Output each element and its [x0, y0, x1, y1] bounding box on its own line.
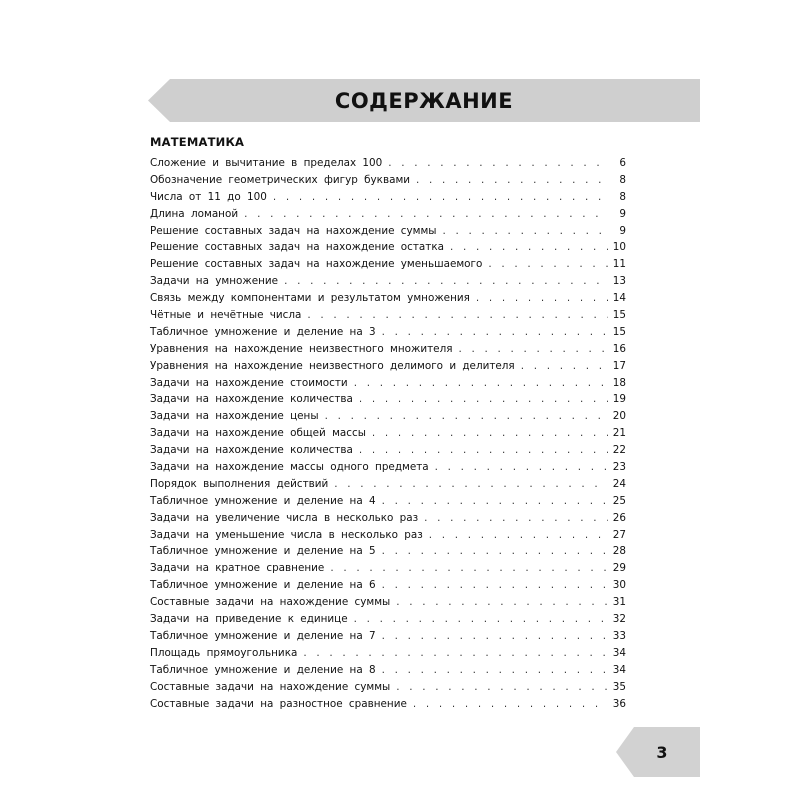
toc-entry[interactable] — [150, 425, 626, 442]
toc-entry-page: 30 — [612, 579, 626, 592]
toc-entry-title: Табличное умножение и деление на 5 — [150, 545, 376, 558]
toc-entry[interactable] — [150, 527, 626, 544]
toc-entry[interactable] — [150, 358, 626, 375]
toc-entry-title: Задачи на кратное сравнение — [150, 562, 325, 575]
toc-entry-page: 27 — [612, 528, 626, 541]
toc-entry-page: 17 — [612, 359, 626, 372]
dot-leader — [424, 510, 608, 527]
dot-leader — [382, 543, 608, 560]
toc-entry-title: Составные задачи на разностное сравнение — [150, 697, 407, 710]
toc-entry[interactable] — [150, 560, 626, 577]
toc-entry-title: Составные задачи на нахождение суммы — [150, 680, 391, 693]
toc-entry[interactable] — [150, 324, 626, 341]
dot-leader — [284, 273, 608, 290]
toc-entry-page: 24 — [612, 477, 626, 490]
toc-entry[interactable] — [150, 341, 626, 358]
toc-entry[interactable] — [150, 611, 626, 628]
toc-entry-page: 31 — [612, 596, 626, 609]
toc-entry[interactable] — [150, 189, 626, 206]
toc-entry-title: Решение составных задач на нахождение уменьшаемого — [150, 258, 483, 271]
toc-entry[interactable] — [150, 256, 626, 273]
toc-entry-title: Числа от 11 до 100 — [150, 190, 267, 203]
toc-entry[interactable] — [150, 206, 626, 223]
toc-entry-page: 6 — [619, 157, 626, 169]
toc-entry-title: Уравнения на нахождение неизвестного делимого и делителя — [150, 359, 515, 372]
toc-entry-title: Длина ломаной — [150, 207, 239, 220]
page-number: 3 — [656, 742, 668, 762]
toc-entry[interactable] — [150, 408, 626, 425]
toc-entry[interactable] — [150, 155, 626, 172]
toc-entry-title: Задачи на нахождение стоимости — [150, 376, 348, 389]
dot-leader — [388, 155, 608, 172]
toc-entry-page: 18 — [612, 376, 626, 389]
toc-entry-title: Задачи на приведение к единице — [150, 613, 348, 626]
toc-entry[interactable] — [150, 493, 626, 510]
toc-entry[interactable] — [150, 628, 626, 645]
dot-leader — [476, 290, 608, 307]
dot-leader — [382, 628, 608, 645]
toc-entry-title: Чётные и нечётные числа — [150, 309, 302, 322]
toc-entry-title: Сложение и вычитание в пределах 100 — [150, 157, 383, 169]
toc-entry[interactable] — [150, 459, 626, 476]
toc-entry-page: 8 — [619, 190, 626, 203]
toc-entry[interactable] — [150, 510, 626, 527]
toc-entry-page: 15 — [612, 325, 626, 338]
toc-entry[interactable] — [150, 442, 626, 459]
toc-entry-title: Табличное умножение и деление на 7 — [150, 629, 376, 642]
toc-entry-title: Задачи на уменьшение числа в несколько раз — [150, 528, 423, 541]
section-title: МАТЕМАТИКА — [150, 135, 245, 149]
toc-entry[interactable] — [150, 290, 626, 307]
toc-entry-title: Обозначение геометрических фигур буквами — [150, 173, 411, 186]
toc-entry[interactable] — [150, 375, 626, 392]
toc-entry-title: Решение составных задач на нахождение остатка — [150, 241, 444, 254]
dot-leader — [413, 696, 608, 713]
toc-entry-page: 32 — [612, 613, 626, 626]
dot-leader — [330, 560, 608, 577]
dot-leader — [382, 577, 608, 594]
toc-entry[interactable] — [150, 239, 626, 256]
toc-entry-title: Табличное умножение и деление на 4 — [150, 494, 376, 507]
toc-entry-page: 11 — [612, 258, 626, 271]
toc-entry[interactable] — [150, 645, 626, 662]
toc-entry-page: 9 — [619, 207, 626, 220]
dot-leader — [429, 527, 608, 544]
toc-entry-page: 19 — [612, 393, 626, 406]
dot-leader — [354, 375, 608, 392]
toc-entry-page: 21 — [612, 427, 626, 440]
dot-leader — [458, 341, 608, 358]
toc-entry[interactable] — [150, 476, 626, 493]
toc-entry-page: 35 — [612, 680, 626, 693]
table-of-contents — [150, 155, 626, 712]
dot-leader — [354, 611, 608, 628]
toc-entry-title: Задачи на нахождение количества — [150, 444, 353, 457]
toc-entry-title: Табличное умножение и деление на 8 — [150, 663, 376, 676]
toc-entry[interactable] — [150, 391, 626, 408]
dot-leader — [325, 408, 608, 425]
toc-entry-page: 10 — [612, 241, 626, 254]
toc-entry-page: 36 — [612, 697, 626, 710]
dot-leader — [359, 442, 608, 459]
toc-entry-title: Задачи на увеличение числа в несколько раз — [150, 511, 419, 524]
toc-entry-title: Составные задачи на нахождение суммы — [150, 596, 391, 609]
dot-leader — [372, 425, 608, 442]
dot-leader — [303, 645, 608, 662]
dot-leader — [435, 459, 608, 476]
toc-entry-page: 14 — [612, 292, 626, 305]
toc-entry[interactable] — [150, 577, 626, 594]
toc-entry-title: Задачи на нахождение количества — [150, 393, 353, 406]
toc-entry[interactable] — [150, 662, 626, 679]
toc-entry-page: 8 — [619, 173, 626, 186]
toc-entry-page: 29 — [612, 562, 626, 575]
toc-entry-title: Уравнения на нахождение неизвестного множителя — [150, 342, 453, 355]
toc-entry[interactable] — [150, 273, 626, 290]
dot-leader — [488, 256, 608, 273]
toc-entry-page: 22 — [612, 444, 626, 457]
toc-entry-page: 34 — [612, 646, 626, 659]
toc-entry[interactable] — [150, 223, 626, 240]
toc-entry[interactable] — [150, 696, 626, 713]
dot-leader — [244, 206, 608, 223]
toc-entry-title: Табличное умножение и деление на 3 — [150, 325, 376, 338]
toc-entry-page: 13 — [612, 275, 626, 288]
dot-leader — [521, 358, 608, 375]
toc-entry[interactable] — [150, 172, 626, 189]
toc-entry-page: 26 — [612, 511, 626, 524]
dot-leader — [396, 679, 608, 696]
toc-entry-page: 16 — [612, 342, 626, 355]
toc-entry[interactable] — [150, 679, 626, 696]
toc-entry[interactable] — [150, 543, 626, 560]
toc-entry-title: Задачи на нахождение общей массы — [150, 427, 366, 440]
dot-leader — [334, 476, 608, 493]
dot-leader — [359, 391, 608, 408]
toc-entry-title: Задачи на нахождение массы одного предмета — [150, 461, 429, 474]
dot-leader — [382, 324, 608, 341]
dot-leader — [443, 223, 608, 240]
dot-leader — [416, 172, 608, 189]
dot-leader — [273, 189, 608, 206]
page-title: СОДЕРЖАНИЕ — [334, 88, 514, 113]
toc-entry-title: Порядок выполнения действий — [150, 477, 329, 490]
toc-entry-page: 34 — [612, 663, 626, 676]
toc-entry-title: Решение составных задач на нахождение суммы — [150, 224, 437, 237]
dot-leader — [382, 662, 608, 679]
toc-entry-page: 25 — [612, 494, 626, 507]
dot-leader — [450, 239, 608, 256]
toc-entry-title: Табличное умножение и деление на 6 — [150, 579, 376, 592]
toc-entry-title: Площадь прямоугольника — [150, 646, 298, 659]
dot-leader — [307, 307, 608, 324]
toc-entry-page: 15 — [612, 309, 626, 322]
dot-leader — [382, 493, 608, 510]
toc-entry-title: Связь между компонентами и результатом умножения — [150, 292, 470, 305]
toc-entry-page: 23 — [612, 461, 626, 474]
toc-entry-title: Задачи на умножение — [150, 275, 279, 288]
toc-entry-page: 28 — [612, 545, 626, 558]
toc-entry[interactable] — [150, 307, 626, 324]
toc-entry[interactable] — [150, 594, 626, 611]
toc-entry-page: 20 — [612, 410, 626, 423]
toc-entry-title: Задачи на нахождение цены — [150, 410, 319, 423]
toc-entry-page: 33 — [612, 629, 626, 642]
toc-entry-page: 9 — [619, 224, 626, 237]
dot-leader — [396, 594, 608, 611]
